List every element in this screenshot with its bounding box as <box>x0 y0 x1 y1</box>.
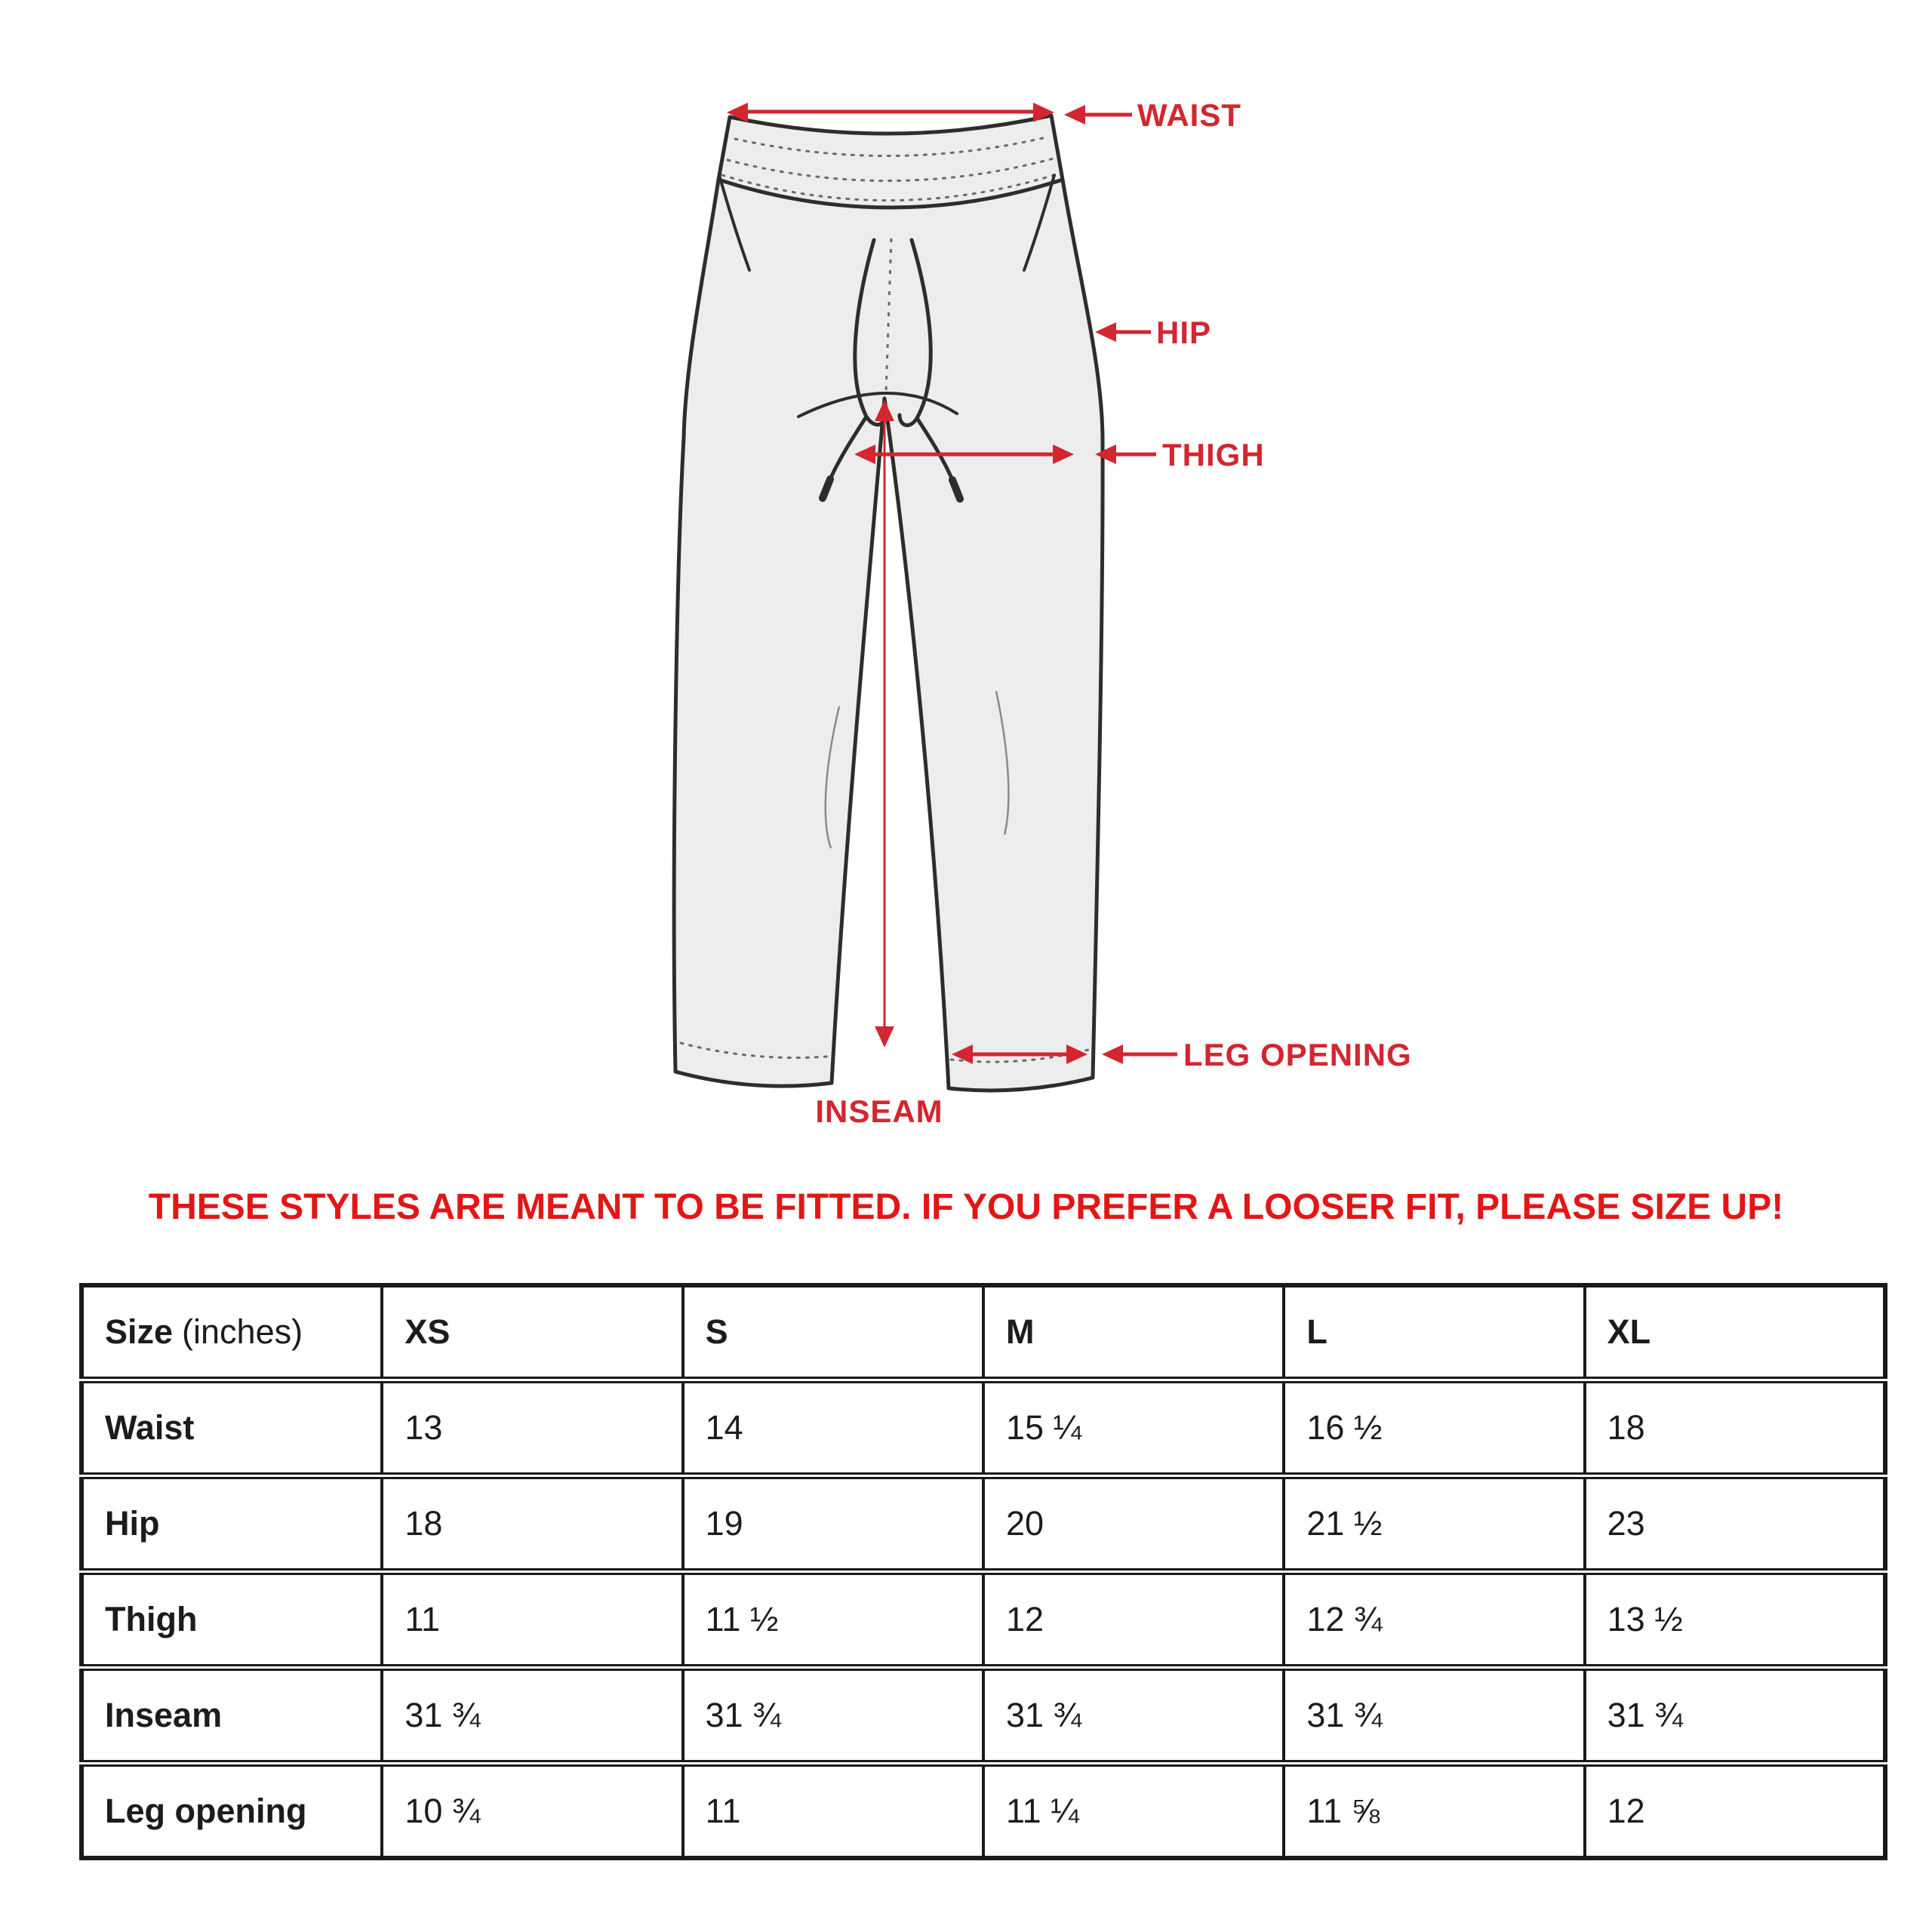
header-size-unit: (inches) <box>182 1312 303 1351</box>
cell: 10 ¾ <box>382 1764 682 1859</box>
cell: 21 ½ <box>1284 1476 1584 1572</box>
cell: 11 <box>382 1572 682 1668</box>
arrowhead-icon <box>875 1026 894 1048</box>
arrowhead-icon <box>1102 1044 1123 1064</box>
table-row-hip <box>82 1476 1885 1572</box>
cell: 14 <box>683 1380 983 1476</box>
cell: 12 <box>1585 1764 1885 1859</box>
cell: 11 ½ <box>683 1572 983 1668</box>
pants-drawing <box>674 115 1103 1091</box>
cell: 12 ¾ <box>1284 1572 1584 1668</box>
cell: 18 <box>382 1476 682 1572</box>
header-l: L <box>1284 1285 1584 1380</box>
arrowhead-icon <box>1095 322 1116 342</box>
cell: 31 ¾ <box>1284 1668 1584 1764</box>
cell: 11 <box>683 1764 983 1859</box>
header-xs: XS <box>382 1285 682 1380</box>
table-row-waist <box>82 1380 1885 1476</box>
header-size <box>82 1285 382 1380</box>
cell: 20 <box>983 1476 1284 1572</box>
cell: 31 ¾ <box>382 1668 682 1764</box>
row-label-waist: Waist <box>82 1380 382 1476</box>
row-label-leg-opening: Leg opening <box>82 1764 382 1859</box>
cell: 23 <box>1585 1476 1885 1572</box>
row-label-inseam: Inseam <box>82 1668 382 1764</box>
row-label-hip: Hip <box>82 1476 382 1572</box>
cell: 31 ¾ <box>983 1668 1284 1764</box>
header-s: S <box>683 1285 983 1380</box>
size-chart-table <box>79 1283 1887 1860</box>
pants-measurement-diagram <box>574 45 1464 1132</box>
header-size-label: Size <box>105 1312 174 1351</box>
cell: 19 <box>683 1476 983 1572</box>
leg-opening-label: LEG OPENING <box>1183 1037 1412 1072</box>
waist-label: WAIST <box>1137 97 1241 133</box>
table-header-row <box>82 1285 1885 1380</box>
header-m: M <box>983 1285 1284 1380</box>
cell: 31 ¾ <box>683 1668 983 1764</box>
cell: 15 ¼ <box>983 1380 1284 1476</box>
header-xl: XL <box>1585 1285 1885 1380</box>
cell: 31 ¾ <box>1585 1668 1885 1764</box>
cell: 12 <box>983 1572 1284 1668</box>
cell: 11 ¼ <box>983 1764 1284 1859</box>
row-label-thigh: Thigh <box>82 1572 382 1668</box>
cell: 16 ½ <box>1284 1380 1584 1476</box>
table-row-leg-opening <box>82 1764 1885 1859</box>
thigh-label: THIGH <box>1162 437 1265 472</box>
hip-label: HIP <box>1156 315 1212 350</box>
cell: 13 <box>382 1380 682 1476</box>
arrowhead-icon <box>1064 105 1085 125</box>
fit-warning-text: THESE STYLES ARE MEANT TO BE FITTED. IF YOU PREFER A LOOSER FIT, PLEASE SIZE UP! <box>148 1187 1784 1227</box>
table-row-thigh <box>82 1572 1885 1668</box>
cell: 18 <box>1585 1380 1885 1476</box>
cell: 11 ⅝ <box>1284 1764 1584 1859</box>
pants-silhouette <box>674 115 1103 1091</box>
inseam-label: INSEAM <box>815 1094 943 1129</box>
cell: 13 ½ <box>1585 1572 1885 1668</box>
table-row-inseam <box>82 1668 1885 1764</box>
hip-annotation <box>1095 315 1211 350</box>
